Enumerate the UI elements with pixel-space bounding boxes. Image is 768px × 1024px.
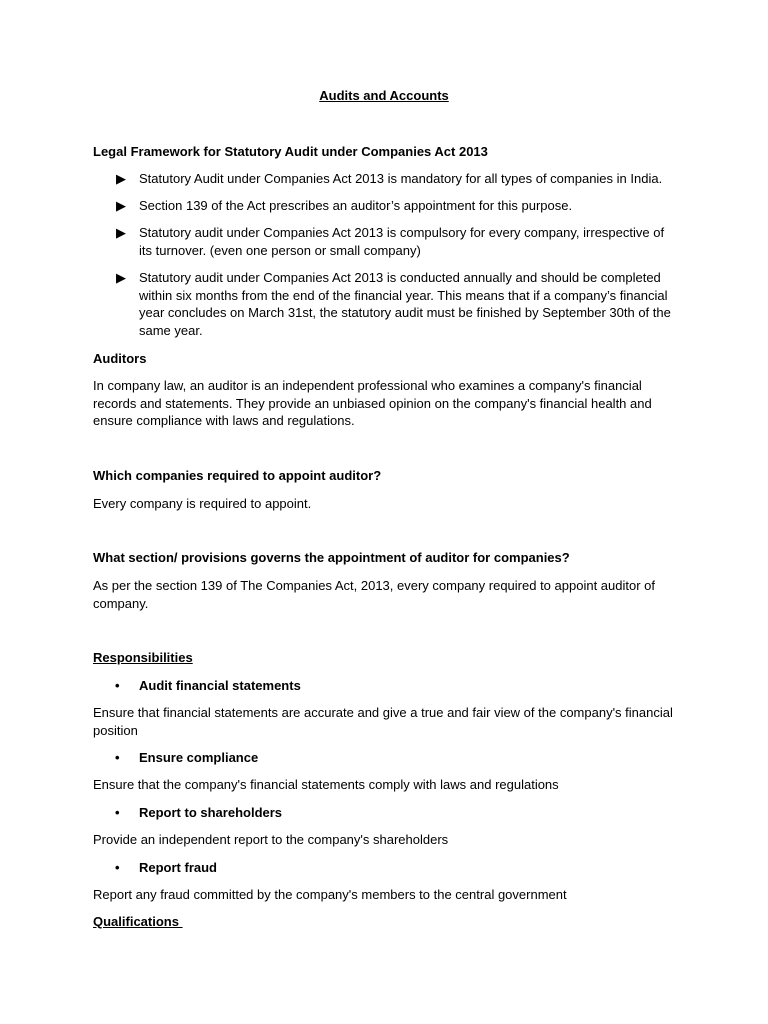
answer-section-provisions: As per the section 139 of The Companies Act, 2013, every company required to appoint auditor of company. (93, 578, 655, 611)
arrow-bullet-icon: ▶ (116, 270, 126, 285)
list-item-text: Statutory audit under Companies Act 2013 is conducted annually and should be completed within six months from the end of the financial year. This means that if a company’s financial year concludes on March 31st, the statutory audit must be finished by September 30th of the same year. (139, 270, 671, 338)
bullet-dot-icon: • (115, 805, 120, 820)
arrow-bullet-icon: ▶ (116, 225, 126, 240)
list-item-text: Section 139 of the Act prescribes an auditor’s appointment for this purpose. (139, 198, 573, 213)
list-item-text: Statutory audit under Companies Act 2013 is compulsory for every company, irrespective of its turnover. (even one person or small company) (139, 225, 665, 258)
responsibility-label: Report fraud (139, 860, 217, 875)
responsibilities-heading: Responsibilities (93, 650, 193, 665)
responsibility-label: Report to shareholders (139, 805, 283, 820)
auditors-body: In company law, an auditor is an independent professional who examines a company's financial records and statements. They provide an unbiased opinion on the company's financial health and ensure compliance with laws and regulations. (93, 378, 652, 429)
responsibility-desc: Provide an independent report to the company's shareholders (93, 832, 449, 847)
bullet-dot-icon: • (115, 860, 120, 875)
bullet-dot-icon: • (115, 678, 120, 693)
auditors-heading: Auditors (93, 351, 147, 366)
responsibility-desc: Report any fraud committed by the company's members to the central government (93, 887, 567, 902)
responsibility-label: Audit financial statements (139, 678, 301, 693)
question-section-provisions: What section/ provisions governs the appointment of auditor for companies? (93, 550, 570, 565)
arrow-bullet-icon: ▶ (116, 198, 126, 213)
responsibility-desc: Ensure that the company's financial statements comply with laws and regulations (93, 777, 559, 792)
arrow-bullet-icon: ▶ (116, 171, 126, 186)
responsibility-label: Ensure compliance (139, 750, 259, 765)
answer-appoint-auditor: Every company is required to appoint. (93, 496, 312, 511)
list-item-text: Statutory Audit under Companies Act 2013 is mandatory for all types of companies in India. (139, 171, 663, 186)
qualifications-heading: Qualifications (93, 914, 183, 929)
document-title: Audits and Accounts (319, 88, 449, 103)
question-appoint-auditor: Which companies required to appoint auditor? (93, 468, 382, 483)
legal-framework-heading: Legal Framework for Statutory Audit under Companies Act 2013 (93, 144, 488, 159)
bullet-dot-icon: • (115, 750, 120, 765)
responsibility-desc: Ensure that financial statements are accurate and give a true and fair view of the company's financial position (93, 705, 673, 738)
